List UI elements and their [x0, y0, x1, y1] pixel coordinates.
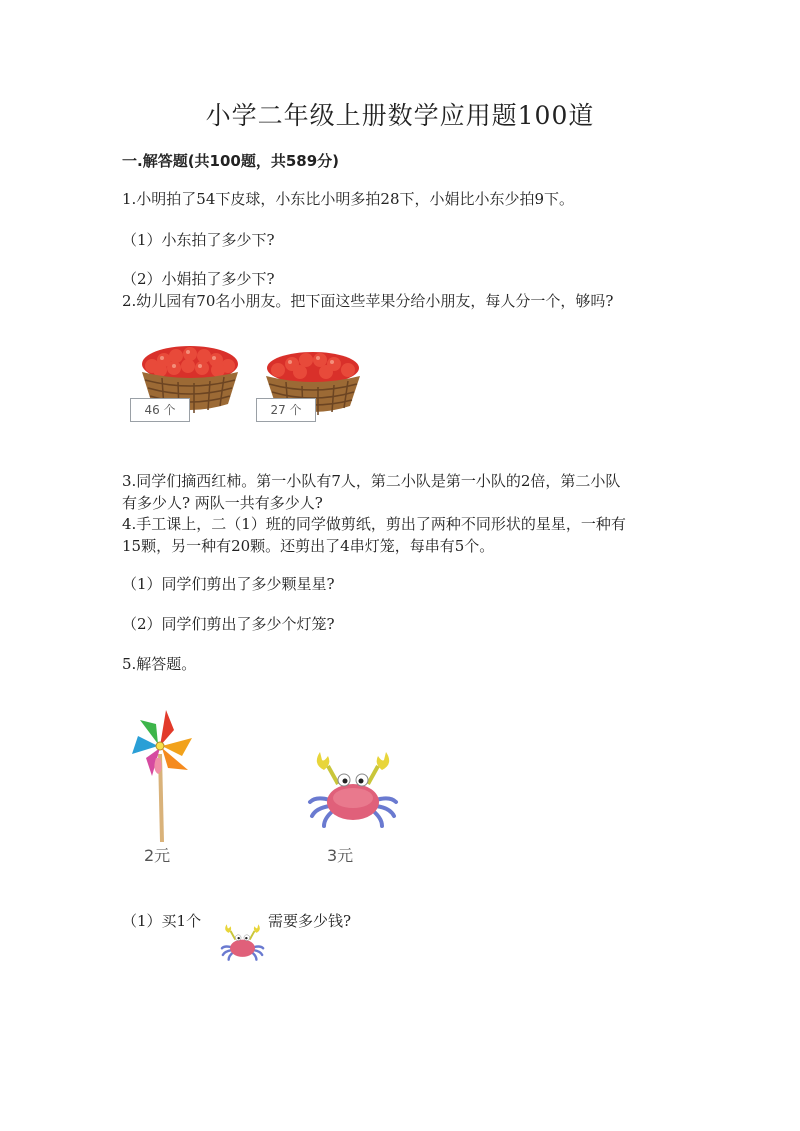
basket-1-label: 46 个	[130, 398, 190, 422]
q1-sub2: （2）小娟拍了多少下?	[122, 270, 275, 288]
crab-inline-image	[220, 922, 266, 962]
q4-line2: 15颗，另一种有20颗。还剪出了4串灯笼，每串有5个。	[122, 537, 495, 555]
q1-stem: 1.小明拍了54下皮球，小东比小明多拍28下，小娟比小东少拍9下。	[122, 190, 575, 208]
pinwheel-price: 2元	[144, 846, 171, 865]
q5-sub1-after: 需要多少钱?	[268, 912, 352, 930]
section-heading: 一.解答题(共100题，共589分)	[122, 152, 340, 170]
q2-stem: 2.幼儿园有70名小朋友。把下面这些苹果分给小朋友，每人分一个，够吗?	[122, 292, 614, 310]
page-title: 小学二年级上册数学应用题100道	[205, 101, 595, 130]
q3-line1: 3.同学们摘西红柿。第一小队有7人，第二小队是第一小队的2倍，第二小队	[122, 472, 621, 490]
crab-image	[306, 748, 402, 830]
crab-price: 3元	[327, 846, 354, 865]
basket-2-label: 27 个	[256, 398, 316, 422]
q1-sub1: （1）小东拍了多少下?	[122, 231, 275, 249]
q5-stem: 5.解答题。	[122, 655, 197, 673]
q4-line1: 4.手工课上，二（1）班的同学做剪纸，剪出了两种不同形状的星星，一种有	[122, 515, 626, 533]
pinwheel-image	[126, 708, 196, 844]
q4-sub2: （2）同学们剪出了多少个灯笼?	[122, 615, 335, 633]
q5-sub1-before: （1）买1个	[122, 912, 202, 930]
q4-sub1: （1）同学们剪出了多少颗星星?	[122, 575, 335, 593]
q3-line2: 有多少人? 两队一共有多少人?	[122, 494, 323, 512]
